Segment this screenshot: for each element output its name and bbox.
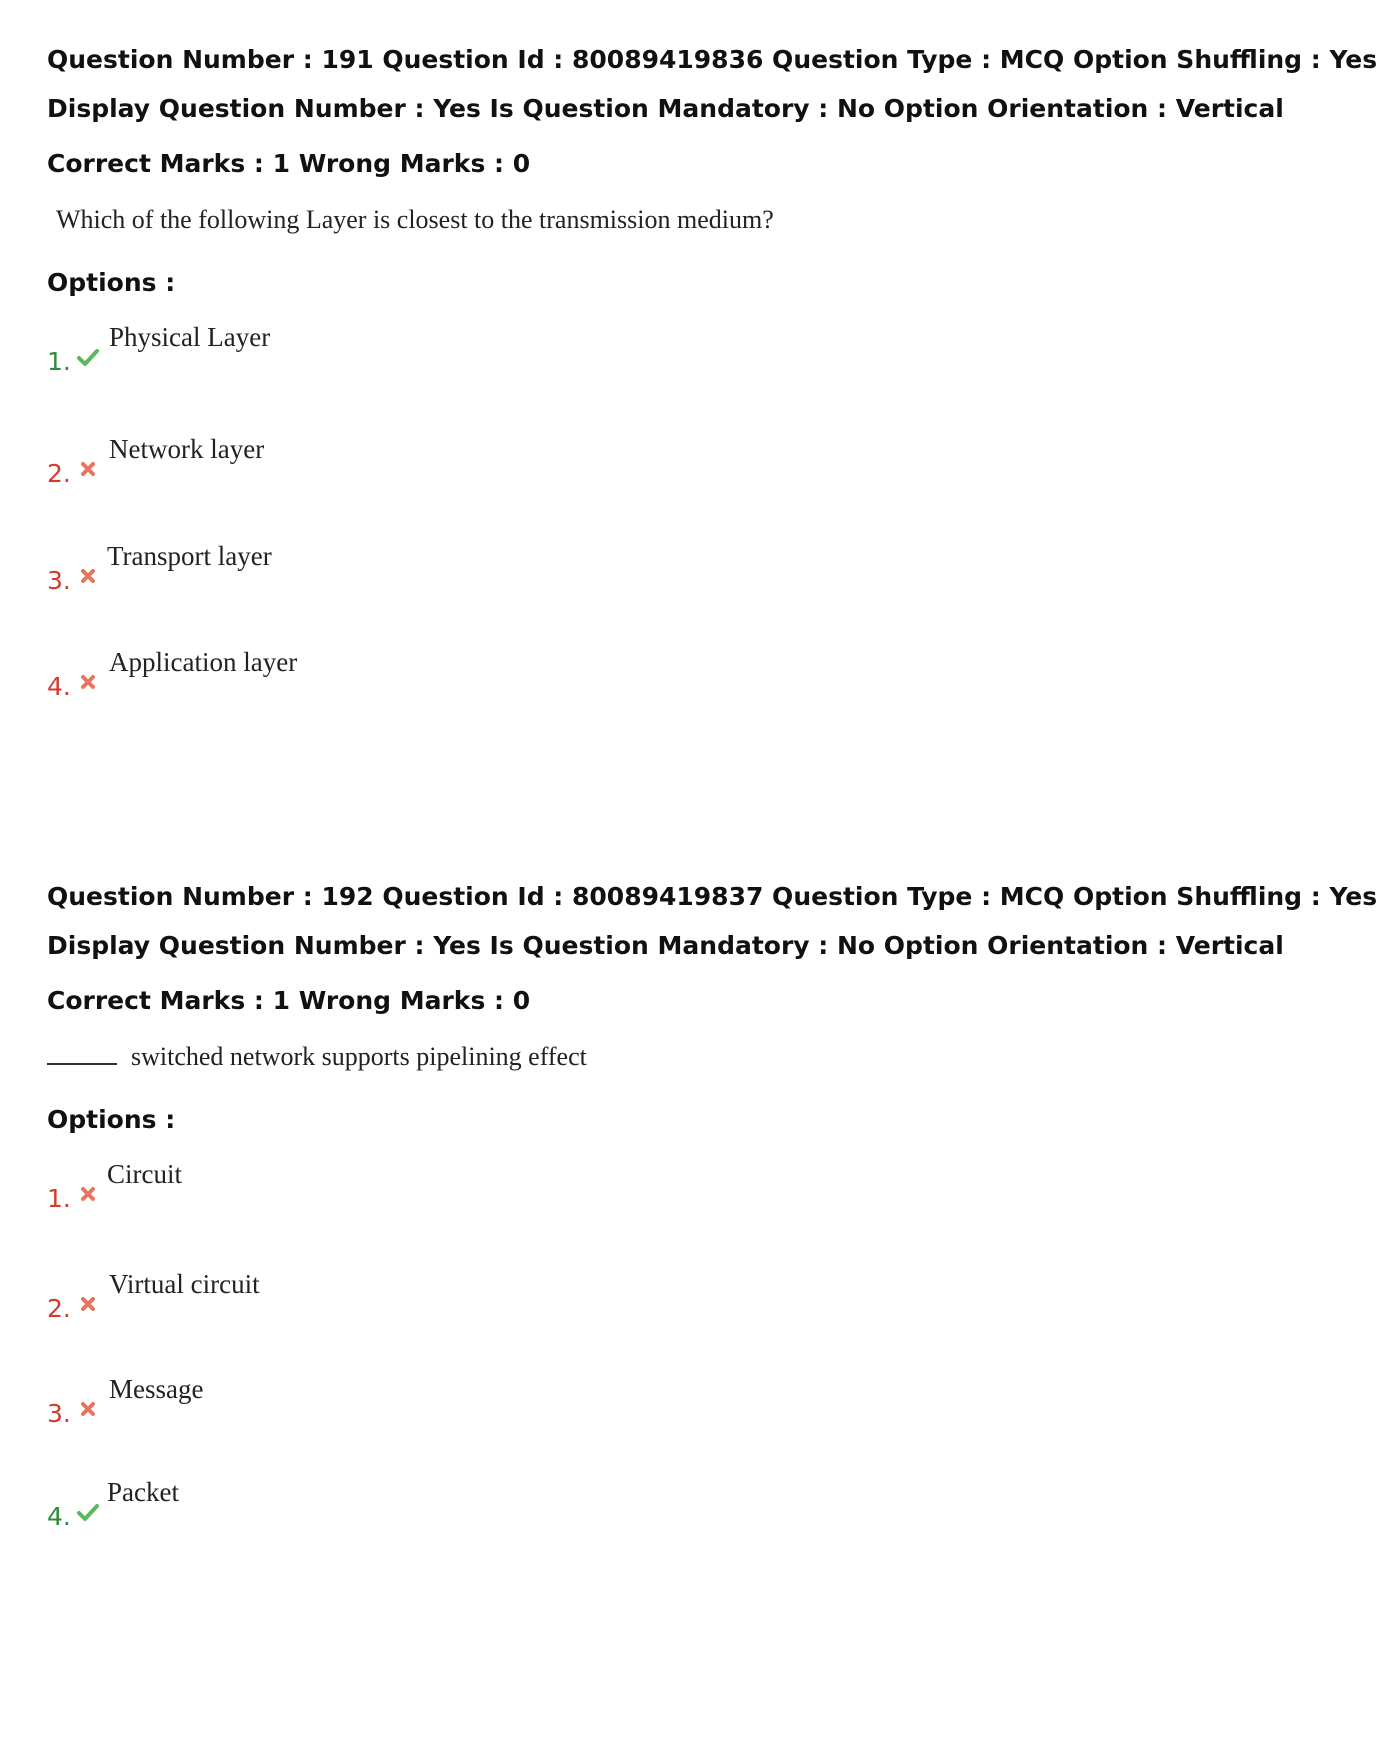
option-number: 2. <box>47 459 71 488</box>
cross-icon <box>76 564 100 588</box>
option-text: Packet <box>107 1477 179 1507</box>
question-block-191 <box>47 45 1377 771</box>
question-meta-line: Display Question Number : Yes Is Question Mandatory : No Option Orientation : Vertical <box>47 931 1284 960</box>
question-text-content: Which of the following Layer is closest to the transmission medium? <box>56 205 774 234</box>
option-text: Application layer <box>109 647 298 677</box>
option-item <box>47 540 647 600</box>
option-text: Transport layer <box>107 541 272 571</box>
options-list <box>47 321 1207 771</box>
options-list <box>47 1158 1207 1608</box>
question-meta-line: Display Question Number : Yes Is Question Mandatory : No Option Orientation : Vertical <box>47 94 1284 123</box>
options-label: Options : <box>47 1105 176 1134</box>
option-item <box>47 646 647 706</box>
option-item <box>47 1373 647 1433</box>
question-text <box>47 204 1207 236</box>
option-number: 4. <box>47 672 71 701</box>
option-number: 3. <box>47 566 71 595</box>
cross-icon <box>76 1397 100 1421</box>
option-item <box>47 1268 647 1328</box>
option-text: Network layer <box>109 434 265 464</box>
option-number: 1. <box>47 1184 71 1213</box>
option-item <box>47 433 647 493</box>
option-item <box>47 1158 647 1218</box>
marks-line: Correct Marks : 1 Wrong Marks : 0 <box>47 986 531 1015</box>
question-text-content: switched network supports pipelining effect <box>131 1042 587 1071</box>
cross-icon <box>76 457 100 481</box>
option-number: 1. <box>47 347 71 376</box>
option-number: 3. <box>47 1399 71 1428</box>
fill-in-blank-line <box>47 1041 117 1065</box>
option-text: Virtual circuit <box>109 1269 260 1299</box>
option-text: Circuit <box>107 1159 182 1189</box>
question-meta-line: Question Number : 192 Question Id : 80089419837 Question Type : MCQ Option Shuffling : Yes <box>47 882 1377 911</box>
cross-icon <box>76 1292 100 1316</box>
cross-icon <box>76 1182 100 1206</box>
option-number: 4. <box>47 1502 71 1531</box>
question-text <box>47 1041 1207 1073</box>
options-label: Options : <box>47 268 176 297</box>
option-text: Physical Layer <box>109 322 271 352</box>
option-number: 2. <box>47 1294 71 1323</box>
option-item <box>47 321 647 381</box>
question-block-192 <box>47 882 1377 1608</box>
check-icon <box>76 1500 100 1524</box>
option-item <box>47 1476 647 1536</box>
cross-icon <box>76 670 100 694</box>
option-text: Message <box>109 1374 204 1404</box>
question-meta-line: Question Number : 191 Question Id : 80089419836 Question Type : MCQ Option Shuffling : Yes <box>47 45 1377 74</box>
marks-line: Correct Marks : 1 Wrong Marks : 0 <box>47 149 531 178</box>
check-icon <box>76 345 100 369</box>
